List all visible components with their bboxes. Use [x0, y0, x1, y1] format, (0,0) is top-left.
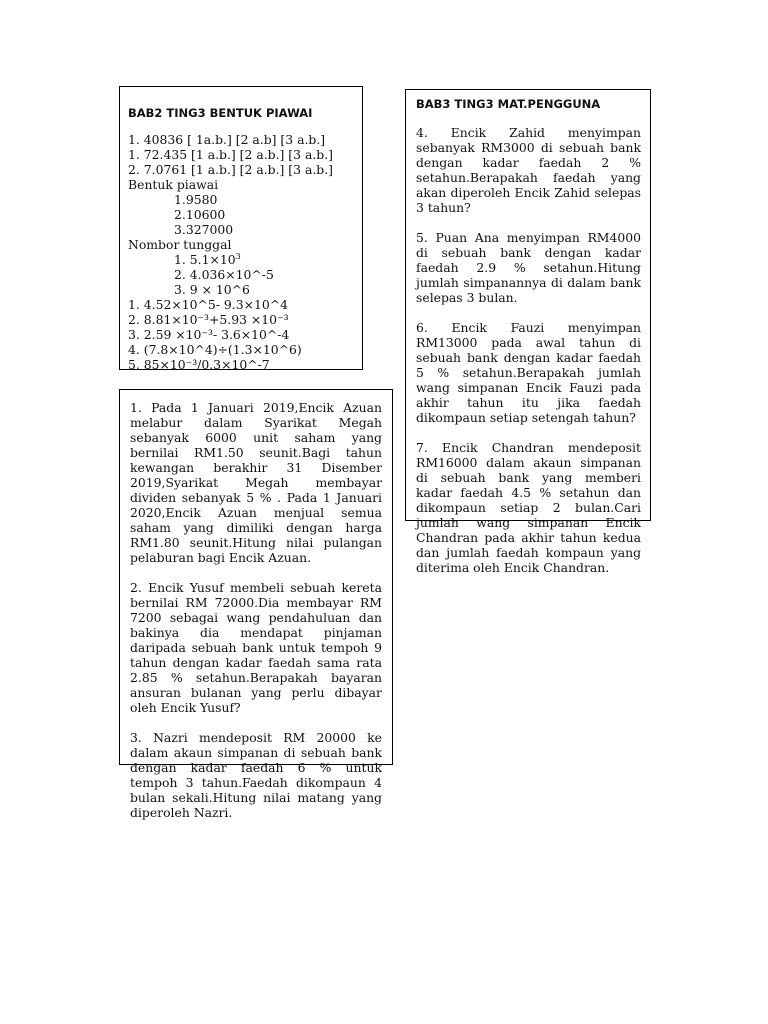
- operation-item: 3. 2.59 ×10⁻³- 3.6×10^-4: [128, 327, 290, 342]
- operation-item: 2. 8.81×10⁻³+5.93 ×10⁻³: [128, 312, 289, 327]
- tunggal-item-exponent: 3: [235, 251, 241, 261]
- mat-pengguna-box: [405, 89, 651, 575]
- tunggal-item: 2. 4.036×10^-5: [174, 267, 274, 282]
- question-6: 6. Encik Fauzi menyimpan RM13000 pada awal tahun di sebuah bank dengan kadar faedah 5 % setahun.Berapakah jumlah wang simpanan Encik Fauzi pada akhir tahun itu jika faedah dikompaun setiap setengah tahun?: [416, 320, 641, 425]
- operation-item: 1. 4.52×10^5- 9.3×10^4: [128, 297, 289, 312]
- bentuk-item: 3.327000: [174, 222, 234, 237]
- question-4: 4. Encik Zahid menyimpan sebanyak RM3000 di sebuah bank dengan kadar faedah 2 % setahun.Berapakah faedah yang akan diperoleh Encik Zahid selepas 3 tahun?: [416, 125, 641, 215]
- bab2-line: 2. 7.0761 [1 a.b.] [2 a.b.] [3 a.b.]: [128, 162, 333, 177]
- question-2: 2. Encik Yusuf membeli sebuah kereta bernilai RM 72000.Dia membayar RM 7200 sebagai wang pendahuluan dan bakinya dia mendapat pinjaman daripada sebuah bank untuk tempoh 9 tahun dengan kadar faedah sama rata 2.85 % setahun.Berapakah bayaran ansuran bulanan yang perlu dibayar oleh Encik Yusuf?: [130, 580, 382, 715]
- bab2-heading: BAB2 TING3 BENTUK PIAWAI: [128, 106, 313, 120]
- operation-item: 4. (7.8×10^4)÷(1.3×10^6): [128, 342, 302, 357]
- bentuk-piawai-box: [119, 86, 363, 370]
- operation-item: 5. 85×10⁻³/0.3×10^-7: [128, 357, 270, 372]
- bab2-line: 1. 40836 [ 1a.b.] [2 a.b] [3 a.b.]: [128, 132, 326, 147]
- question-7: 7. Encik Chandran mendeposit RM16000 dalam akaun simpanan di sebuah bank yang memberi kadar faedah 4.5 % setahun dan dikompaun setiap 2 bulan.Cari jumlah wang simpanan Encik Chandran pada akhir tahun kedua dan jumlah faedah kompaun yang diterima oleh Encik Chandran.: [416, 440, 641, 575]
- question-5: 5. Puan Ana menyimpan RM4000 di sebuah bank dengan kadar faedah 2.9 % setahun.Hitung jumlah simpanannya di dalam bank selepas 3 bulan.: [416, 230, 641, 305]
- bentuk-piawai-label: Bentuk piawai: [128, 177, 219, 192]
- tunggal-item: [128, 252, 354, 267]
- bentuk-item: 2.10600: [174, 207, 226, 222]
- bab3-heading: BAB3 TING3 MAT.PENGGUNA: [416, 97, 601, 111]
- bab2-line: 1. 72.435 [1 a.b.] [2 a.b.] [3 a.b.]: [128, 147, 333, 162]
- nombor-tunggal-label: Nombor tunggal: [128, 237, 232, 252]
- question-3: 3. Nazri mendeposit RM 20000 ke dalam akaun simpanan di sebuah bank dengan kadar faedah 6 % untuk tempoh 3 tahun.Faedah dikompaun 4 bulan sekali.Hitung nilai matang yang diperoleh Nazri.: [130, 730, 382, 820]
- question-1: 1. Pada 1 Januari 2019,Encik Azuan melabur dalam Syarikat Megah sebanyak 6000 unit saham yang bernilai RM1.50 seunit.Bagi tahun kewangan berakhir 31 Disember 2019,Syarikat Megah membayar dividen sebanyak 5 % . Pada 1 Januari 2020,Encik Azuan menjual semua saham yang dimiliki dengan harga RM1.80 seunit.Hitung nilai pulangan pelaburan bagi Encik Azuan.: [130, 400, 382, 565]
- tunggal-item: 3. 9 × 10^6: [174, 282, 250, 297]
- bentuk-item: 1.9580: [174, 192, 218, 207]
- questions-1-3-box: [119, 389, 393, 820]
- tunggal-item-text: 1. 5.1×10: [174, 252, 236, 267]
